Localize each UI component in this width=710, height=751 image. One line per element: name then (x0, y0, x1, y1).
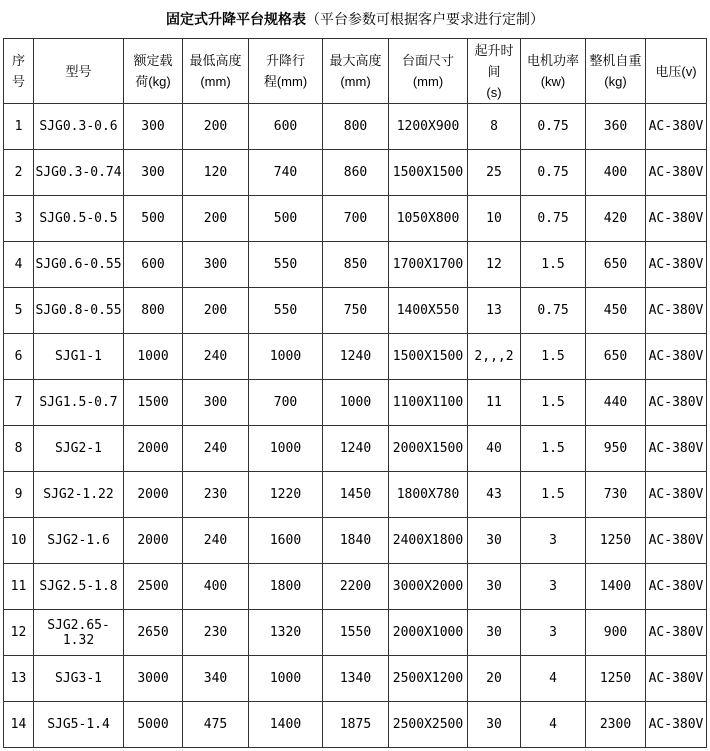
table-row (4, 150, 707, 196)
table-cell: 6 (4, 334, 34, 380)
table-cell: 2200 (323, 564, 389, 610)
table-cell: 200 (183, 196, 249, 242)
table-cell: 1500X1500 (389, 334, 468, 380)
table-cell: 2500X2500 (389, 702, 468, 748)
table-cell: 650 (586, 334, 646, 380)
table-cell: 1200X900 (389, 104, 468, 150)
table-cell: 230 (183, 472, 249, 518)
table-cell: SJG3-1 (34, 656, 124, 702)
table-cell: 43 (468, 472, 521, 518)
table-cell: 1400 (249, 702, 323, 748)
header-cell: 升降行 程(mm) (249, 39, 323, 104)
header-cell: 整机自重 (kg) (586, 39, 646, 104)
table-cell: 0.75 (521, 196, 586, 242)
table-cell: 2500 (124, 564, 183, 610)
table-cell: SJG0.3-0.6 (34, 104, 124, 150)
table-cell: 12 (4, 610, 34, 656)
header-cell: 台面尺寸 (mm) (389, 39, 468, 104)
table-cell: 3 (521, 564, 586, 610)
table-cell: AC-380V (646, 334, 707, 380)
table-cell: 420 (586, 196, 646, 242)
table-cell: 360 (586, 104, 646, 150)
page-title-note: （平台参数可根据客户要求进行定制） (306, 11, 544, 27)
table-cell: SJG2-1 (34, 426, 124, 472)
table-row (4, 702, 707, 748)
table-row (4, 564, 707, 610)
table-cell: SJG2.65-1.32 (34, 610, 124, 656)
table-cell: 2000 (124, 426, 183, 472)
table-cell: 1400 (586, 564, 646, 610)
table-cell: 1220 (249, 472, 323, 518)
table-cell: 0.75 (521, 288, 586, 334)
table-cell: 600 (124, 242, 183, 288)
header-cell: 型号 (34, 39, 124, 104)
table-cell: 30 (468, 610, 521, 656)
table-cell: AC-380V (646, 518, 707, 564)
spec-table-body (4, 104, 707, 748)
table-cell: 500 (124, 196, 183, 242)
table-cell: SJG1-1 (34, 334, 124, 380)
table-cell: 340 (183, 656, 249, 702)
table-cell: 1840 (323, 518, 389, 564)
table-cell: 0.75 (521, 150, 586, 196)
table-cell: 1450 (323, 472, 389, 518)
table-cell: 1500X1500 (389, 150, 468, 196)
table-cell: 25 (468, 150, 521, 196)
table-cell: 1.5 (521, 426, 586, 472)
table-cell: 300 (124, 150, 183, 196)
table-cell: 240 (183, 334, 249, 380)
table-cell: AC-380V (646, 288, 707, 334)
table-cell: 30 (468, 564, 521, 610)
table-cell: 1500 (124, 380, 183, 426)
table-cell: AC-380V (646, 702, 707, 748)
table-cell: 400 (183, 564, 249, 610)
table-row (4, 334, 707, 380)
table-cell: 750 (323, 288, 389, 334)
table-cell: 1100X1100 (389, 380, 468, 426)
table-cell: 300 (183, 380, 249, 426)
table-cell: 730 (586, 472, 646, 518)
table-cell: 11 (4, 564, 34, 610)
table-cell: 11 (468, 380, 521, 426)
table-cell: 8 (4, 426, 34, 472)
table-cell: 1320 (249, 610, 323, 656)
table-cell: 860 (323, 150, 389, 196)
spec-table (3, 38, 707, 748)
table-cell: 230 (183, 610, 249, 656)
table-cell: 1000 (249, 656, 323, 702)
table-cell: 1.5 (521, 242, 586, 288)
table-cell: SJG0.5-0.5 (34, 196, 124, 242)
table-cell: SJG0.8-0.55 (34, 288, 124, 334)
table-cell: 8 (468, 104, 521, 150)
table-cell: 3 (4, 196, 34, 242)
table-cell: 300 (124, 104, 183, 150)
table-cell: 400 (586, 150, 646, 196)
header-row (4, 39, 707, 104)
page-title (0, 0, 710, 29)
table-cell: SJG1.5-0.7 (34, 380, 124, 426)
table-cell: 950 (586, 426, 646, 472)
table-cell: 1250 (586, 518, 646, 564)
table-row (4, 288, 707, 334)
table-cell: 3000 (124, 656, 183, 702)
table-cell: 3000X2000 (389, 564, 468, 610)
table-cell: 1.5 (521, 472, 586, 518)
table-cell: 800 (323, 104, 389, 150)
table-cell: 800 (124, 288, 183, 334)
table-cell: 550 (249, 242, 323, 288)
header-cell: 电压(v) (646, 39, 707, 104)
table-cell: SJG0.3-0.74 (34, 150, 124, 196)
table-row (4, 518, 707, 564)
table-cell: AC-380V (646, 196, 707, 242)
table-cell: SJG2-1.6 (34, 518, 124, 564)
spec-table-head (4, 39, 707, 104)
table-cell: 2500X1200 (389, 656, 468, 702)
table-row (4, 196, 707, 242)
table-row (4, 610, 707, 656)
table-cell: SJG0.6-0.55 (34, 242, 124, 288)
table-cell: 10 (468, 196, 521, 242)
table-row (4, 104, 707, 150)
table-cell: 450 (586, 288, 646, 334)
table-cell: 1240 (323, 334, 389, 380)
table-cell: 2 (4, 150, 34, 196)
table-row (4, 656, 707, 702)
table-cell: AC-380V (646, 242, 707, 288)
header-cell: 最低高度 (mm) (183, 39, 249, 104)
table-cell: 2000X1500 (389, 426, 468, 472)
table-cell: 1800 (249, 564, 323, 610)
table-cell: 120 (183, 150, 249, 196)
table-cell: 850 (323, 242, 389, 288)
table-cell: 475 (183, 702, 249, 748)
table-cell: 200 (183, 288, 249, 334)
table-cell: 2000 (124, 518, 183, 564)
table-cell: 2300 (586, 702, 646, 748)
table-cell: 1000 (249, 426, 323, 472)
header-cell: 最大高度 (mm) (323, 39, 389, 104)
table-cell: 4 (4, 242, 34, 288)
table-cell: 1.5 (521, 334, 586, 380)
table-cell: 1340 (323, 656, 389, 702)
table-cell: 4 (521, 702, 586, 748)
table-cell: AC-380V (646, 104, 707, 150)
table-cell: 13 (4, 656, 34, 702)
table-row (4, 472, 707, 518)
table-cell: 30 (468, 702, 521, 748)
table-cell: 500 (249, 196, 323, 242)
table-cell: 200 (183, 104, 249, 150)
table-cell: 740 (249, 150, 323, 196)
table-cell: 3 (521, 610, 586, 656)
table-cell: AC-380V (646, 564, 707, 610)
table-cell: SJG2.5-1.8 (34, 564, 124, 610)
table-cell: 1000 (249, 334, 323, 380)
table-cell: AC-380V (646, 610, 707, 656)
table-cell: 1700X1700 (389, 242, 468, 288)
table-cell: 30 (468, 518, 521, 564)
table-cell: 240 (183, 518, 249, 564)
table-cell: 7 (4, 380, 34, 426)
table-row (4, 380, 707, 426)
table-cell: 2,,,2 (468, 334, 521, 380)
table-cell: 14 (4, 702, 34, 748)
table-cell: AC-380V (646, 380, 707, 426)
table-cell: 1250 (586, 656, 646, 702)
table-cell: 300 (183, 242, 249, 288)
table-cell: 1 (4, 104, 34, 150)
table-cell: 1240 (323, 426, 389, 472)
table-cell: 2000X1000 (389, 610, 468, 656)
table-cell: 13 (468, 288, 521, 334)
table-cell: 650 (586, 242, 646, 288)
table-cell: 2000 (124, 472, 183, 518)
table-cell: 1.5 (521, 380, 586, 426)
table-cell: SJG2-1.22 (34, 472, 124, 518)
table-cell: AC-380V (646, 150, 707, 196)
table-row (4, 426, 707, 472)
header-cell: 额定载 荷(kg) (124, 39, 183, 104)
header-cell: 电机功率 (kw) (521, 39, 586, 104)
table-cell: 700 (323, 196, 389, 242)
table-cell: 5 (4, 288, 34, 334)
table-cell: 240 (183, 426, 249, 472)
table-cell: 20 (468, 656, 521, 702)
table-cell: AC-380V (646, 656, 707, 702)
table-cell: 10 (4, 518, 34, 564)
table-cell: 1875 (323, 702, 389, 748)
table-cell: 12 (468, 242, 521, 288)
table-cell: 2400X1800 (389, 518, 468, 564)
table-cell: 1000 (323, 380, 389, 426)
table-cell: 40 (468, 426, 521, 472)
table-cell: 550 (249, 288, 323, 334)
table-cell: 0.75 (521, 104, 586, 150)
table-cell: 2650 (124, 610, 183, 656)
table-cell: 1600 (249, 518, 323, 564)
table-cell: 440 (586, 380, 646, 426)
table-cell: 4 (521, 656, 586, 702)
table-cell: 700 (249, 380, 323, 426)
table-cell: 1800X780 (389, 472, 468, 518)
table-cell: 1000 (124, 334, 183, 380)
table-cell: AC-380V (646, 472, 707, 518)
table-cell: 5000 (124, 702, 183, 748)
table-cell: 1400X550 (389, 288, 468, 334)
table-cell: 3 (521, 518, 586, 564)
page-title-main: 固定式升降平台规格表 (166, 11, 306, 27)
table-cell: 900 (586, 610, 646, 656)
table-cell: AC-380V (646, 426, 707, 472)
table-cell: 1550 (323, 610, 389, 656)
table-cell: SJG5-1.4 (34, 702, 124, 748)
table-cell: 1050X800 (389, 196, 468, 242)
table-cell: 600 (249, 104, 323, 150)
table-row (4, 242, 707, 288)
header-cell: 起升时间 (s) (468, 39, 521, 104)
table-cell: 9 (4, 472, 34, 518)
header-cell: 序 号 (4, 39, 34, 104)
